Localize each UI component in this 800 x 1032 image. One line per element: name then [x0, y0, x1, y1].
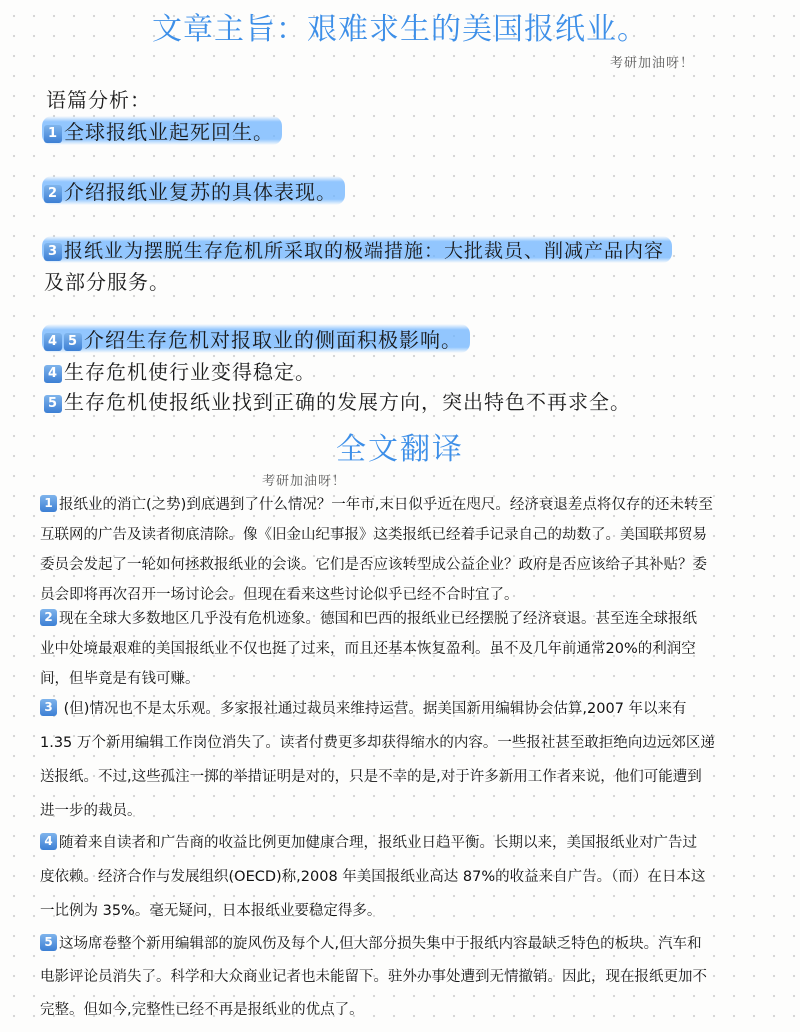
page-title: 文章主旨：艰难求生的美国报纸业。 — [152, 12, 648, 47]
number-4-icon: 4 — [44, 333, 62, 351]
number-2-icon: 2 — [40, 609, 57, 626]
number-5-icon: 5 — [44, 395, 62, 413]
number-4-icon: 4 — [40, 833, 57, 850]
analysis-item-4: 4 生存危机使行业变得稳定。 — [44, 356, 316, 385]
analysis-item-1: 1 全球报纸业起死回生。 — [42, 116, 282, 145]
number-1-icon: 1 — [40, 495, 57, 512]
paragraph-3: 3 (但)情况也不是太乐观。多家报社通过裁员来维持运营。据美国新用编辑协会估算,2007 年以来有 1.35 万个新用编辑工作岗位消失了。读者付费更多却获得缩水的内容。一些报社甚至敢拒绝向边远郊区递 送报纸。不过,这些孤注一掷的举措证明是对的，只是不幸的是,对于许多新用工作者来说，他们可能遭到 进一步的裁员。 — [40, 700, 715, 819]
analysis-item-2: 2 介绍报纸业复苏的具体表现。 — [42, 176, 345, 205]
number-1-icon: 1 — [44, 125, 62, 143]
analysis-item-5: 5 生存危机使报纸业找到正确的发展方向，突出特色不再求全。 — [44, 386, 631, 415]
number-3-icon: 3 — [40, 699, 57, 716]
paragraph-2: 2 现在全球大多数地区几乎没有危机迹象。德国和巴西的报纸业已经摆脱了经济衰退。甚至连全球报纸 业中处境最艰难的美国报纸业不仅也挺了过来，而且还基本恢复盈利。虽不及几年前通常20%的利润空 间，但毕竟是有钱可赚。 — [40, 610, 697, 687]
analysis-item-3-cont: 及部分服务。 — [44, 270, 170, 294]
number-5-icon: 5 — [40, 934, 57, 951]
analysis-item-45: 4 5 介绍生存危机对报取业的侧面积极影响。 — [42, 324, 470, 353]
paragraph-1: 1 报纸业的消亡(之势)到底遇到了什么情况？一年市,末日似乎近在咫尺。经济衰退差点将仅存的还未转至 互联网的广告及读者彻底清除。像《旧金山纪事报》这类报纸已经着手记录自己的劫数了。美国联邦贸易 委员会发起了一轮如何拯救报纸业的会谈。它们是否应该转型成公益企业？政府是否应该给子其补贴？委 员会即将再次召开一场讨论会。但现在看来这些讨论似乎已经不合时宜了。 — [40, 496, 713, 603]
paragraph-4: 4 随着来自读者和广告商的收益比例更加健康合理，报纸业日趋平衡。长期以来，美国报纸业对广告过 度依赖。经济合作与发展组织(OECD)称,2008 年美国报纸业高达 87%的收益来自广告。（而）在日本这 一比例为 35%。毫无疑问，日本报纸业要稳定得多。 — [40, 834, 706, 919]
watermark: 考研加油呀！ — [262, 474, 347, 489]
translation-heading: 全文翻译 — [336, 432, 464, 467]
number-5-icon: 5 — [64, 333, 82, 351]
watermark: 考研加油呀！ — [610, 56, 695, 71]
analysis-heading: 语篇分析： — [46, 88, 151, 112]
analysis-item-3: 3 报纸业为摆脱生存危机所采取的极端措施：大批裁员、削减产品内容 — [42, 236, 672, 263]
number-2-icon: 2 — [44, 185, 62, 203]
number-3-icon: 3 — [44, 243, 62, 261]
paragraph-5: 5 这场席卷整个新用编辑部的旋风伤及每个人,但大部分损失集中于报纸内容最缺乏特色的板块。汽车和 电影评论员消失了。科学和大众商业记者也未能留下。驻外办事处遭到无情撤销。因此，现在报纸更加不 完整。但如今,完整性已经不再是报纸业的优点了。 — [40, 935, 707, 1018]
number-4-icon: 4 — [44, 365, 62, 383]
